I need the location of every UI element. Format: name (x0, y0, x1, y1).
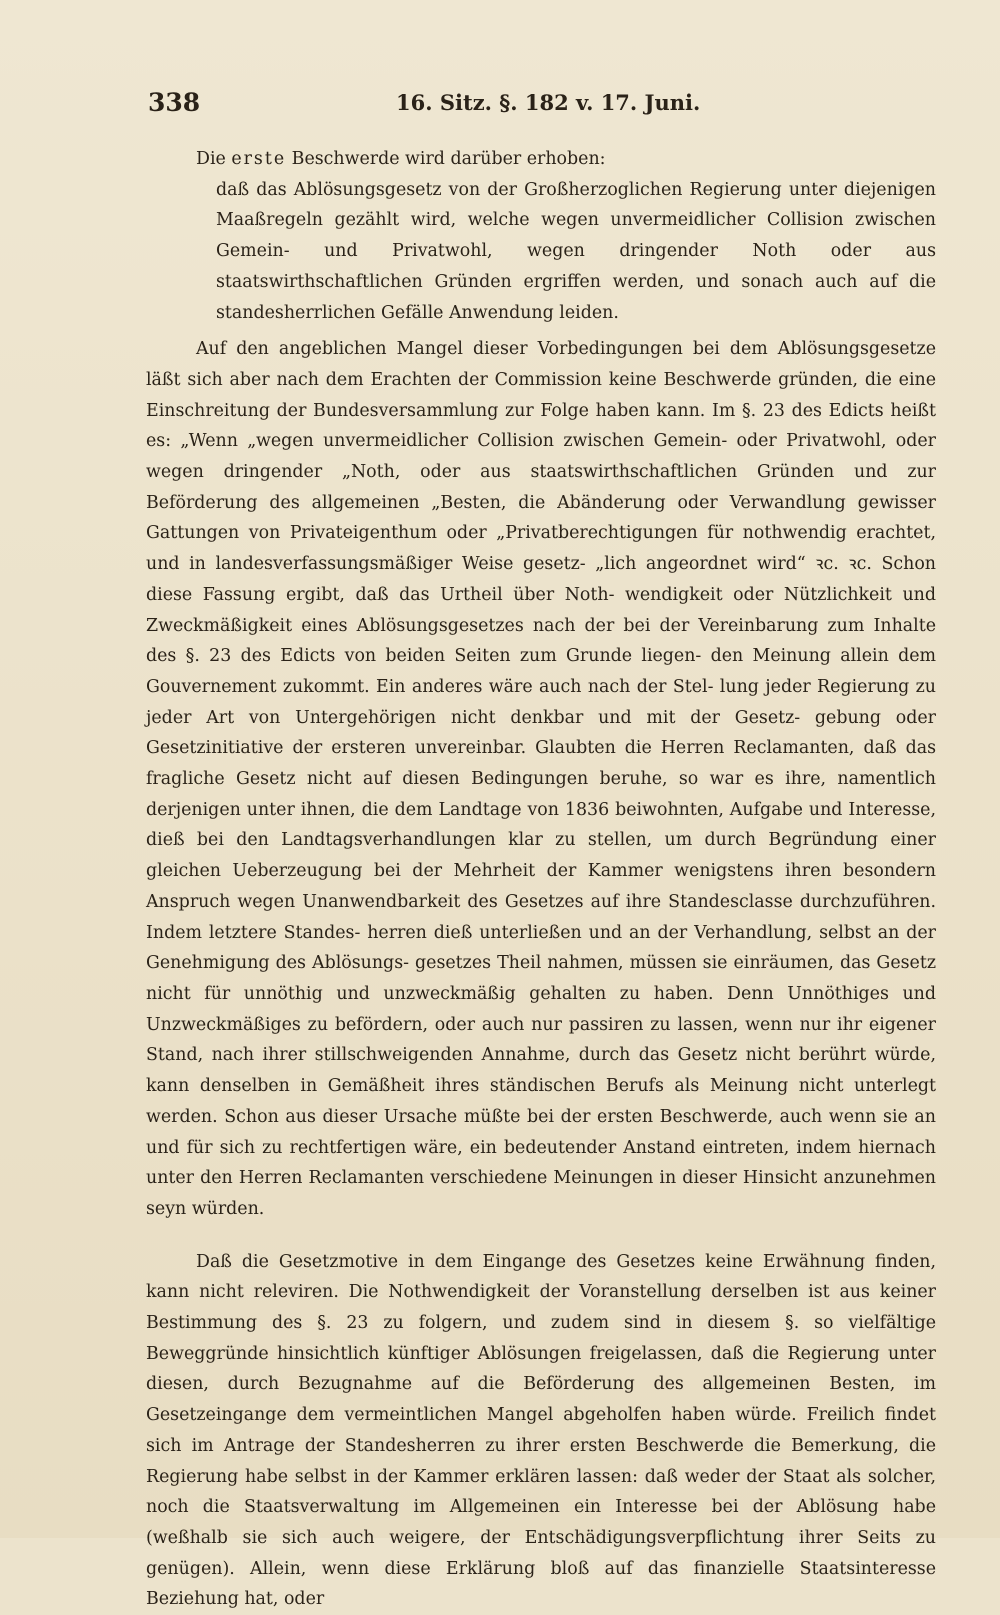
running-head (148, 88, 948, 128)
page-number: 338 (148, 88, 201, 117)
complaint-intro-lead: Die (196, 149, 232, 169)
complaint-intro-spaced: erste (231, 149, 287, 169)
complaint-text: daß das Ablösungsgesetz von der Großherzoglichen Regierung unter diejenigen Maaßregeln gezählt wird, welche wegen unvermeidlicher Collision zwischen Gemein- und Privatwohl, wegen dringender Noth oder aus staatswirthschaftlichen Gründen ergriffen werden, und sonach auch auf die standesherrlichen Gefälle Anwendung leiden. (216, 179, 936, 323)
paragraph-2: Daß die Gesetzmotive in dem Eingange des Gesetzes keine Erwähnung finden, kann nicht releviren. Die Nothwendigkeit der Voranstellung derselben ist aus keiner Bestimmung des §. 23 zu folgern, und zudem sind in diesem §. so vielfältige Beweggründe hinsichtlich künftiger Ablösungen freigelassen, daß die Regierung unter diesen, durch Bezugnahme auf die Beförderung des allgemeinen Besten, im Gesetzeingange dem vermeintlichen Mangel abgeholfen haben würde. Freilich findet sich im Antrage der Standesherren zu ihrer ersten Beschwerde die Bemerkung, die Regierung habe selbst in der Kammer erklären lassen: daß weder der Staat als solcher, noch die Staatsverwaltung im Allgemeinen ein Interesse bei der Ablösung habe (weßhalb sie sich auch weigere, der Entschädigungsverpflichtung ihrer Seits zu genügen). Allein, wenn diese Erklärung bloß auf das finanzielle Staatsinteresse Beziehung hat, oder (146, 1251, 936, 1610)
paragraph-1: Auf den angeblichen Mangel dieser Vorbedingungen bei dem Ablösungsgesetze läßt sich aber nach dem Erachten der Commission keine Beschwerde gründen, die eine Einschreitung der Bundesversammlung zur Folge haben kann. Im §. 23 des Edicts heißt es: „Wenn „wegen unvermeidlicher Collision zwischen Gemein- oder Privatwohl, oder wegen dringender „Noth, oder aus staatswirthschaftlichen Gründen und zur Beförderung des allgemeinen „Besten, die Abänderung oder Verwandlung gewisser Gattungen von Privateigenthum oder „Privatberechtigungen für nothwendig erachtet, und in landesverfassungsmäßiger Weise gesetz- „lich angeordnet wird“ ꝛc. ꝛc. Schon diese Fassung ergibt, daß das Urtheil über Noth- wendigkeit oder Nützlichkeit und Zweckmäßigkeit eines Ablösungsgesetzes nach der bei der Vereinbarung zum Inhalte des §. 23 des Edicts von beiden Seiten zum Grunde liegen- den Meinung allein dem Gouvernement zukommt. Ein anderes wäre auch nach der Stel- lung jeder Regierung zu jeder Art von Untergehörigen nicht denkbar und mit der Gesetz- gebung oder Gesetzinitiative der ersteren unvereinbar. Glaubten die Herren Reclamanten, daß das fragliche Gesetz nicht auf diesen Bedingungen beruhe, so war es ihre, namentlich derjenigen unter ihnen, die dem Landtage von 1836 beiwohnten, Aufgabe und Interesse, dieß bei den Landtagsverhandlungen klar zu stellen, um durch Begründung einer gleichen Ueberzeugung bei der Mehrheit der Kammer wenigstens ihren besondern Anspruch wegen Unanwendbarkeit des Gesetzes auf ihre Standesclasse durchzuführen. Indem letztere Standes- herren dieß unterließen und an der Verhandlung, selbst an der Genehmigung des Ablösungs- gesetzes Theil nahmen, müssen sie einräumen, das Gesetz nicht für unnöthig und unzweckmäßig gehalten zu haben. Denn Unnöthiges und Unzweckmäßiges zu befördern, oder auch nur passiren zu lassen, wenn nur ihr eigener Stand, nach ihrer stillschweigenden Annahme, durch das Gesetz nicht berührt würde, kann denselben in Gemäßheit ihres ständischen Berufs als Meinung nicht unterlegt werden. Schon aus dieser Ursache müßte bei der ersten Beschwerde, auch wenn sie an und für sich zu rechtfertigen wäre, ein bedeutender Anstand eintreten, indem hiernach unter den Herren Reclamanten verschiedene Meinungen in dieser Hinsicht anzunehmen seyn würden. (146, 339, 936, 1219)
complaint-intro-rest: Beschwerde wird darüber erhoben: (286, 149, 606, 169)
page-body (146, 144, 936, 1615)
complaint-intro (146, 144, 936, 175)
header-title: 16. Sitz. §. 182 v. 17. Juni. (396, 90, 701, 115)
